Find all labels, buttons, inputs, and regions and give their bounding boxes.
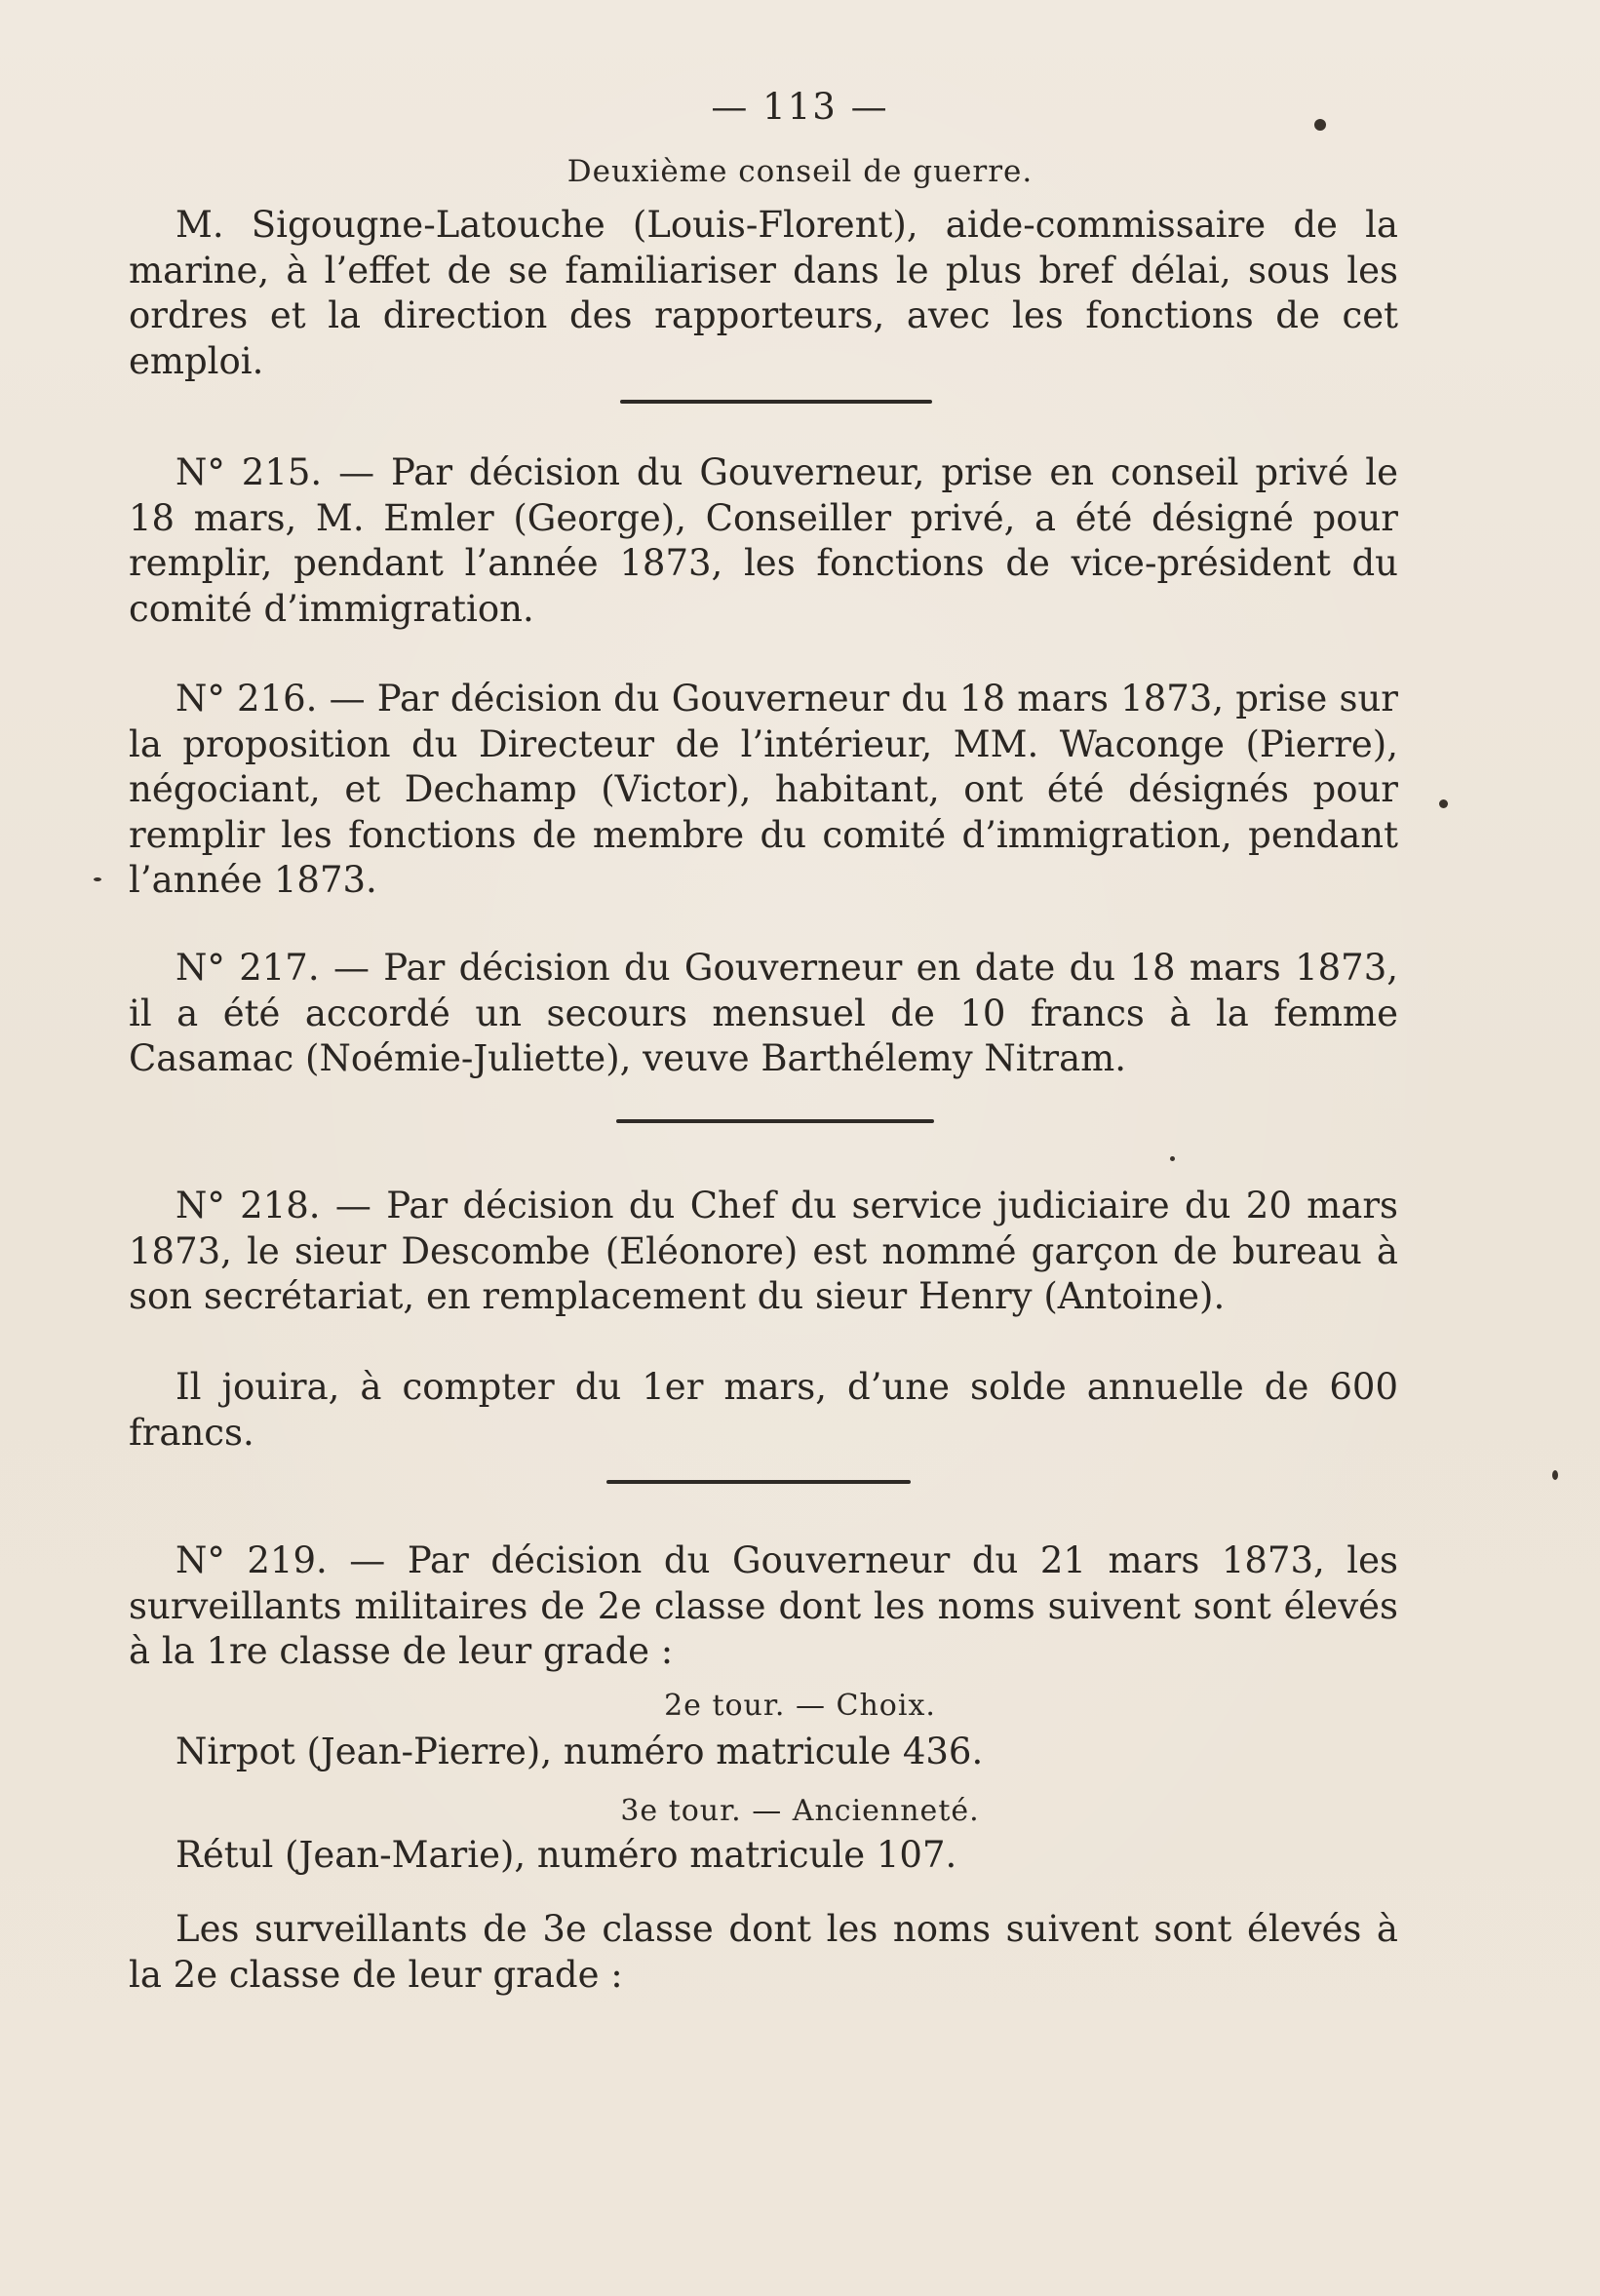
paragraph-216: N° 216. — Par décision du Gouverneur du 18 mars 1873, prise sur la proposition du Directeur de l’intérieur, MM. Waconge (Pierre), négociant, et Dechamp (Victor), habitant, ont été désignés pour remplir les fonctions de membre du comité d’immigration, pendant l’année 1873.	[129, 678, 1398, 901]
paragraph-218-salary: Il jouira, à compter du 1er mars, d’une solde annuelle de 600 francs.	[129, 1366, 1398, 1454]
paragraph-218: N° 218. — Par décision du Chef du service judiciaire du 20 mars 1873, le sieur Descombe (Eléonore) est nommé garçon de bureau à son secrétariat, en remplacement du sieur Henry (Antoine).	[129, 1185, 1398, 1317]
page-number: — 113 —	[711, 86, 889, 128]
subheading-choix: 2e tour. — Choix.	[664, 1689, 936, 1723]
paragraph-217: N° 217. — Par décision du Gouverneur en date du 18 mars 1873, il a été accordé un secours mensuel de 10 francs à la femme Casamac (Noémie-Juliette), veuve Barthélemy Nitram.	[129, 947, 1398, 1079]
separator-rule	[620, 400, 932, 404]
paragraph-sigougne: M. Sigougne-Latouche (Louis-Florent), aide-commissaire de la marine, à l’effet de se familiariser dans le plus bref délai, sous les ordres et la direction des rapporteurs, avec les fonctions de cet emploi.	[129, 204, 1398, 382]
section-title: Deuxième conseil de guerre.	[566, 154, 1034, 189]
separator-rule	[606, 1480, 911, 1484]
ink-speck	[1552, 1470, 1558, 1480]
paragraph-surveillants-3e: Les surveillants de 3e classe dont les noms suivent sont élevés à la 2e classe de leur grade :	[129, 1908, 1398, 1996]
ink-speck	[1439, 799, 1448, 808]
list-item: Nirpot (Jean-Pierre), numéro matricule 436.	[176, 1731, 984, 1772]
subheading-anciennete: 3e tour. — Ancienneté.	[620, 1794, 980, 1828]
ink-speck	[1170, 1156, 1175, 1161]
paragraph-215: N° 215. — Par décision du Gouverneur, prise en conseil privé le 18 mars, M. Emler (George), Conseiller privé, a été désigné pour remplir, pendant l’année 1873, les fonctions de vice-président du comité d’immigration.	[129, 451, 1398, 630]
paragraph-219: N° 219. — Par décision du Gouverneur du 21 mars 1873, les surveillants militaires de 2e classe dont les noms suivent sont élevés à la 1re classe de leur grade :	[129, 1539, 1398, 1672]
list-item: Rétul (Jean-Marie), numéro matricule 107.	[176, 1834, 957, 1876]
ink-speck	[1314, 119, 1326, 131]
separator-rule	[616, 1119, 934, 1123]
ink-speck	[94, 877, 101, 881]
